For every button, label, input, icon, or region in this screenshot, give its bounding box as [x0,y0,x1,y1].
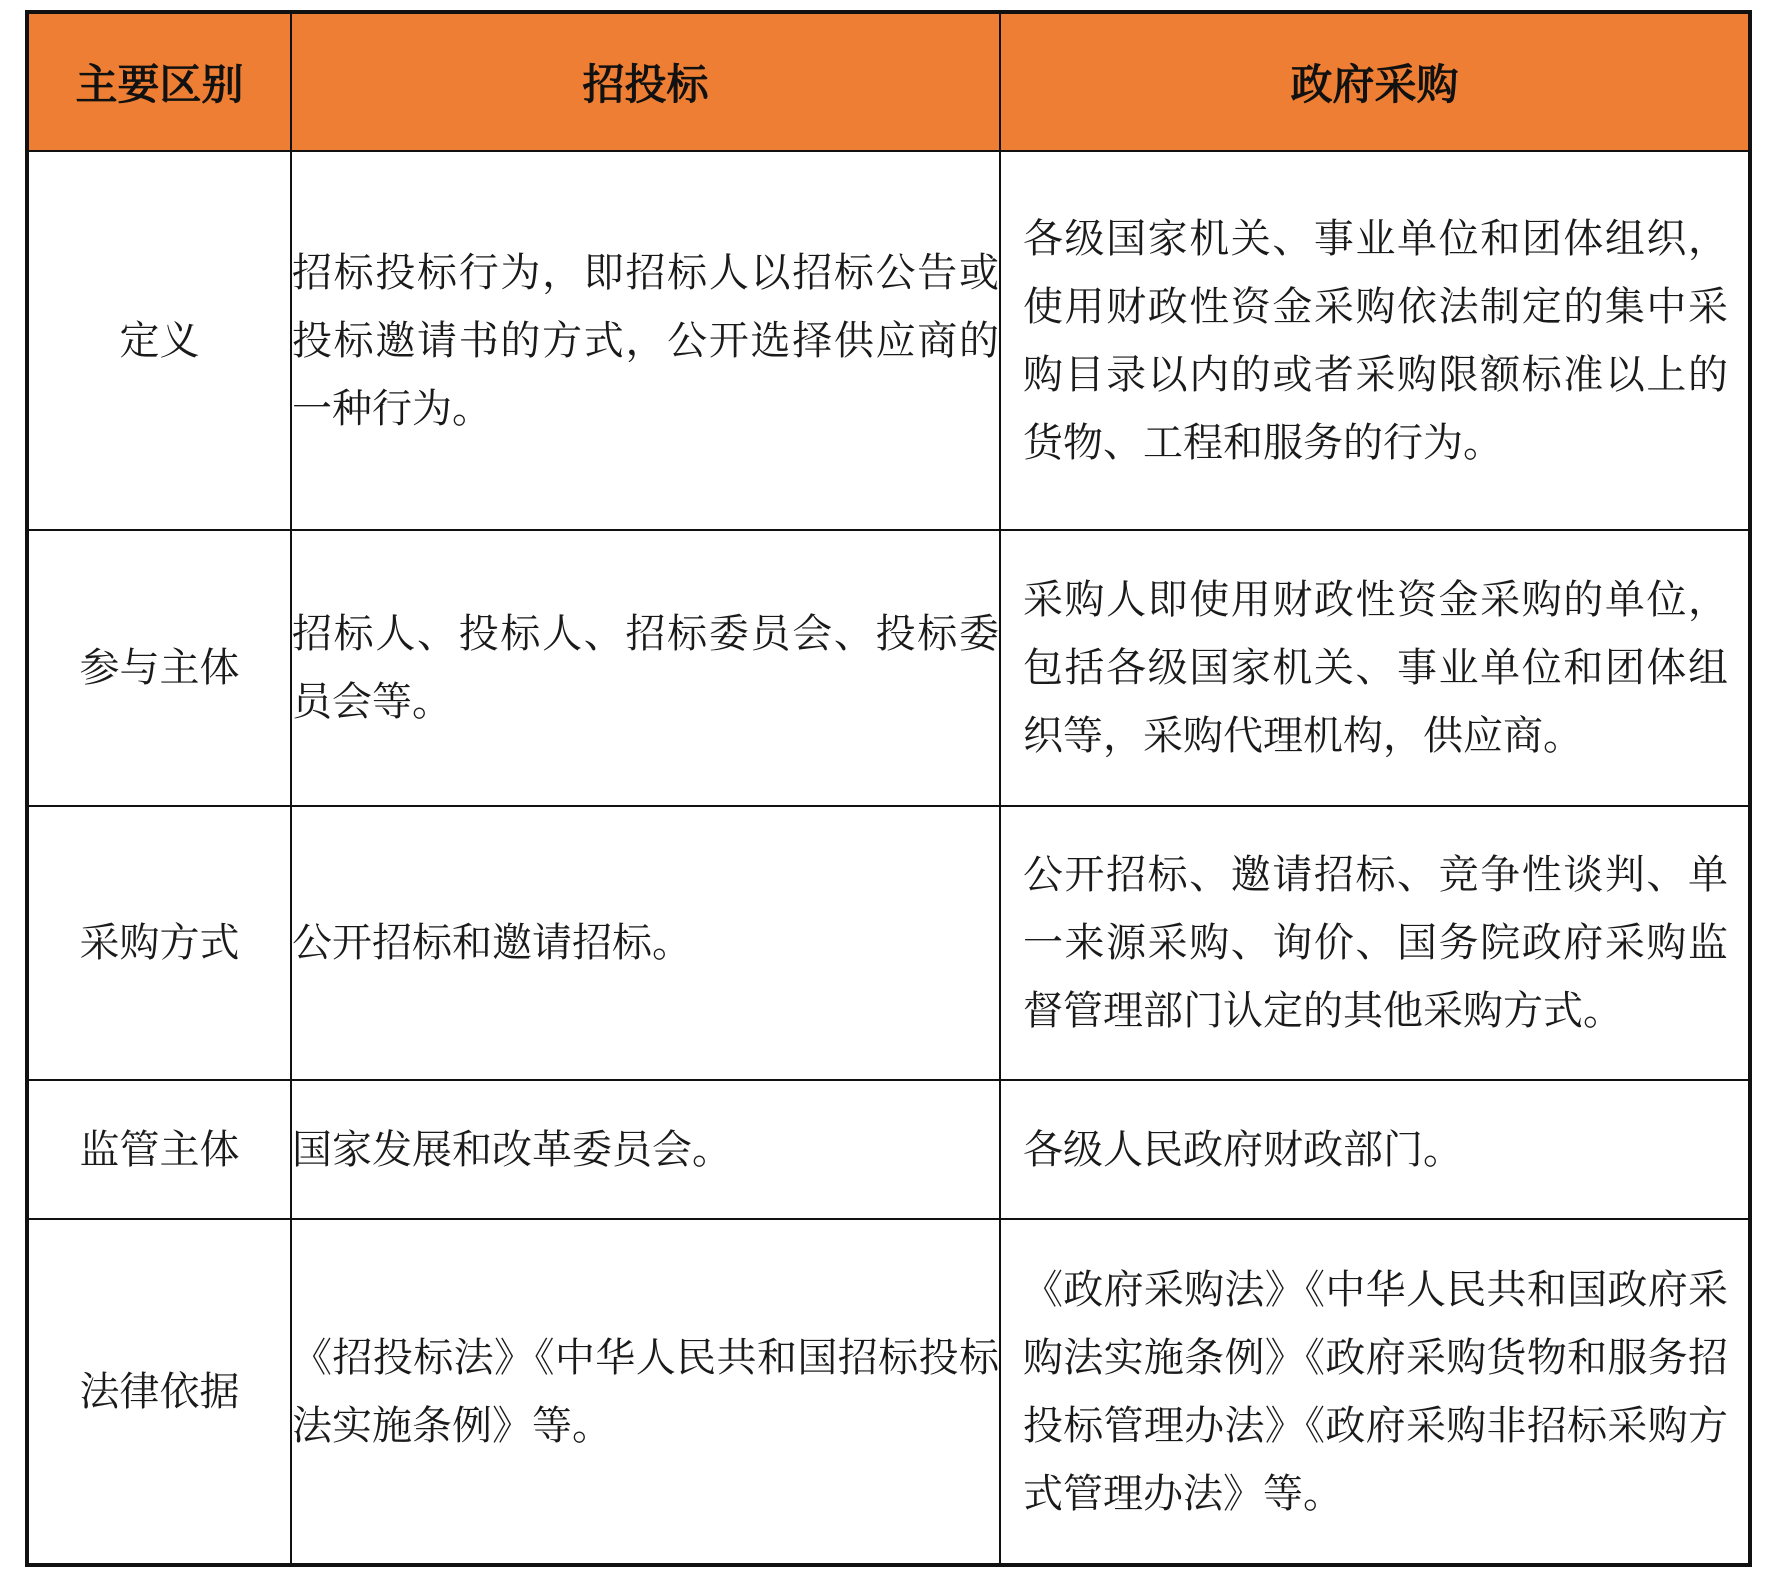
table-row-legal-basis [27,1219,1750,1565]
bidding-participants: 招标人、投标人、招标委员会、投标委员会等。 [291,530,1000,806]
header-government-procurement: 政府采购 [1000,12,1750,151]
table-row-regulator [27,1080,1750,1219]
table-header [27,12,1750,151]
bidding-methods: 公开招标和邀请招标。 [291,806,1000,1080]
bidding-definition: 招标投标行为，即招标人以招标公告或投标邀请书的方式，公开选择供应商的一种行为。 [291,151,1000,530]
procurement-regulator: 各级人民政府财政部门。 [1000,1080,1750,1219]
row-label-methods: 采购方式 [27,806,291,1080]
header-bidding: 招投标 [291,12,1000,151]
table-body [27,151,1750,1565]
row-label-regulator: 监管主体 [27,1080,291,1219]
procurement-definition: 各级国家机关、事业单位和团体组织，使用财政性资金采购依法制定的集中采购目录以内的或者采购限额标准以上的货物、工程和服务的行为。 [1000,151,1750,530]
header-row [27,12,1750,151]
row-label-definition: 定义 [27,151,291,530]
procurement-participants: 采购人即使用财政性资金采购的单位，包括各级国家机关、事业单位和团体组织等，采购代理机构，供应商。 [1000,530,1750,806]
table-row-definition [27,151,1750,530]
table-row-participants [27,530,1750,806]
procurement-methods: 公开招标、邀请招标、竞争性谈判、单一来源采购、询价、国务院政府采购监督管理部门认定的其他采购方式。 [1000,806,1750,1080]
bidding-regulator: 国家发展和改革委员会。 [291,1080,1000,1219]
comparison-table [25,10,1752,1567]
row-label-participants: 参与主体 [27,530,291,806]
procurement-legal-basis: 《政府采购法》《中华人民共和国政府采购法实施条例》《政府采购货物和服务招投标管理办法》《政府采购非招标采购方式管理办法》等。 [1000,1219,1750,1565]
header-main-difference: 主要区别 [27,12,291,151]
row-label-legal-basis: 法律依据 [27,1219,291,1565]
bidding-legal-basis: 《招投标法》《中华人民共和国招标投标法实施条例》等。 [291,1219,1000,1565]
table-row-methods [27,806,1750,1080]
